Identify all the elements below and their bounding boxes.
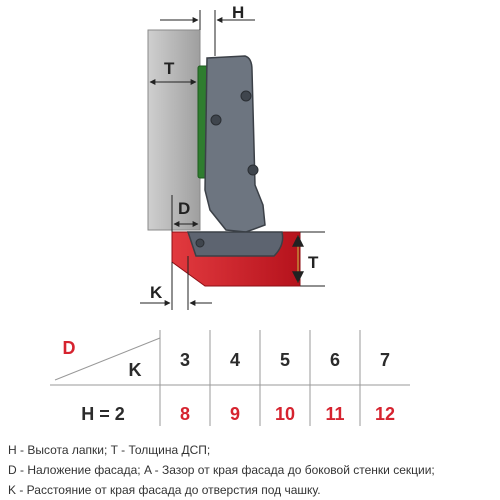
legend-line: D - Наложение фасада; A - Зазор от края фасада до боковой стенки секции;	[8, 463, 435, 477]
hinge-screw	[211, 115, 221, 125]
d-value: 11	[325, 404, 345, 424]
hinge-screw	[248, 165, 258, 175]
d-value: 8	[179, 404, 190, 424]
k-value: 7	[379, 350, 390, 370]
k-value: 3	[179, 350, 190, 370]
d-value: 12	[374, 404, 396, 424]
row-label-h: H = 2	[81, 404, 125, 424]
k-value: 4	[229, 350, 240, 370]
legend-line: H - Высота лапки; T - Толщина ДСП;	[8, 443, 211, 457]
legend	[8, 440, 498, 500]
header-k-label: K	[128, 360, 142, 380]
hinge-screw	[241, 91, 251, 101]
header-d-label: D	[62, 338, 76, 358]
h-label: H	[232, 3, 245, 22]
hinge-screw	[196, 239, 204, 247]
legend-line: K - Расстояние от края фасада до отверстия под чашку.	[8, 483, 321, 497]
hinge-arm	[205, 56, 265, 232]
spec-table	[50, 330, 420, 426]
t-top-label: T	[164, 59, 175, 78]
t-right-label: T	[308, 253, 319, 272]
d-label: D	[178, 199, 191, 218]
k-label: K	[150, 283, 163, 302]
d-value: 9	[229, 404, 240, 424]
d-value: 10	[274, 404, 296, 424]
k-value: 6	[329, 350, 340, 370]
k-value: 5	[279, 350, 290, 370]
